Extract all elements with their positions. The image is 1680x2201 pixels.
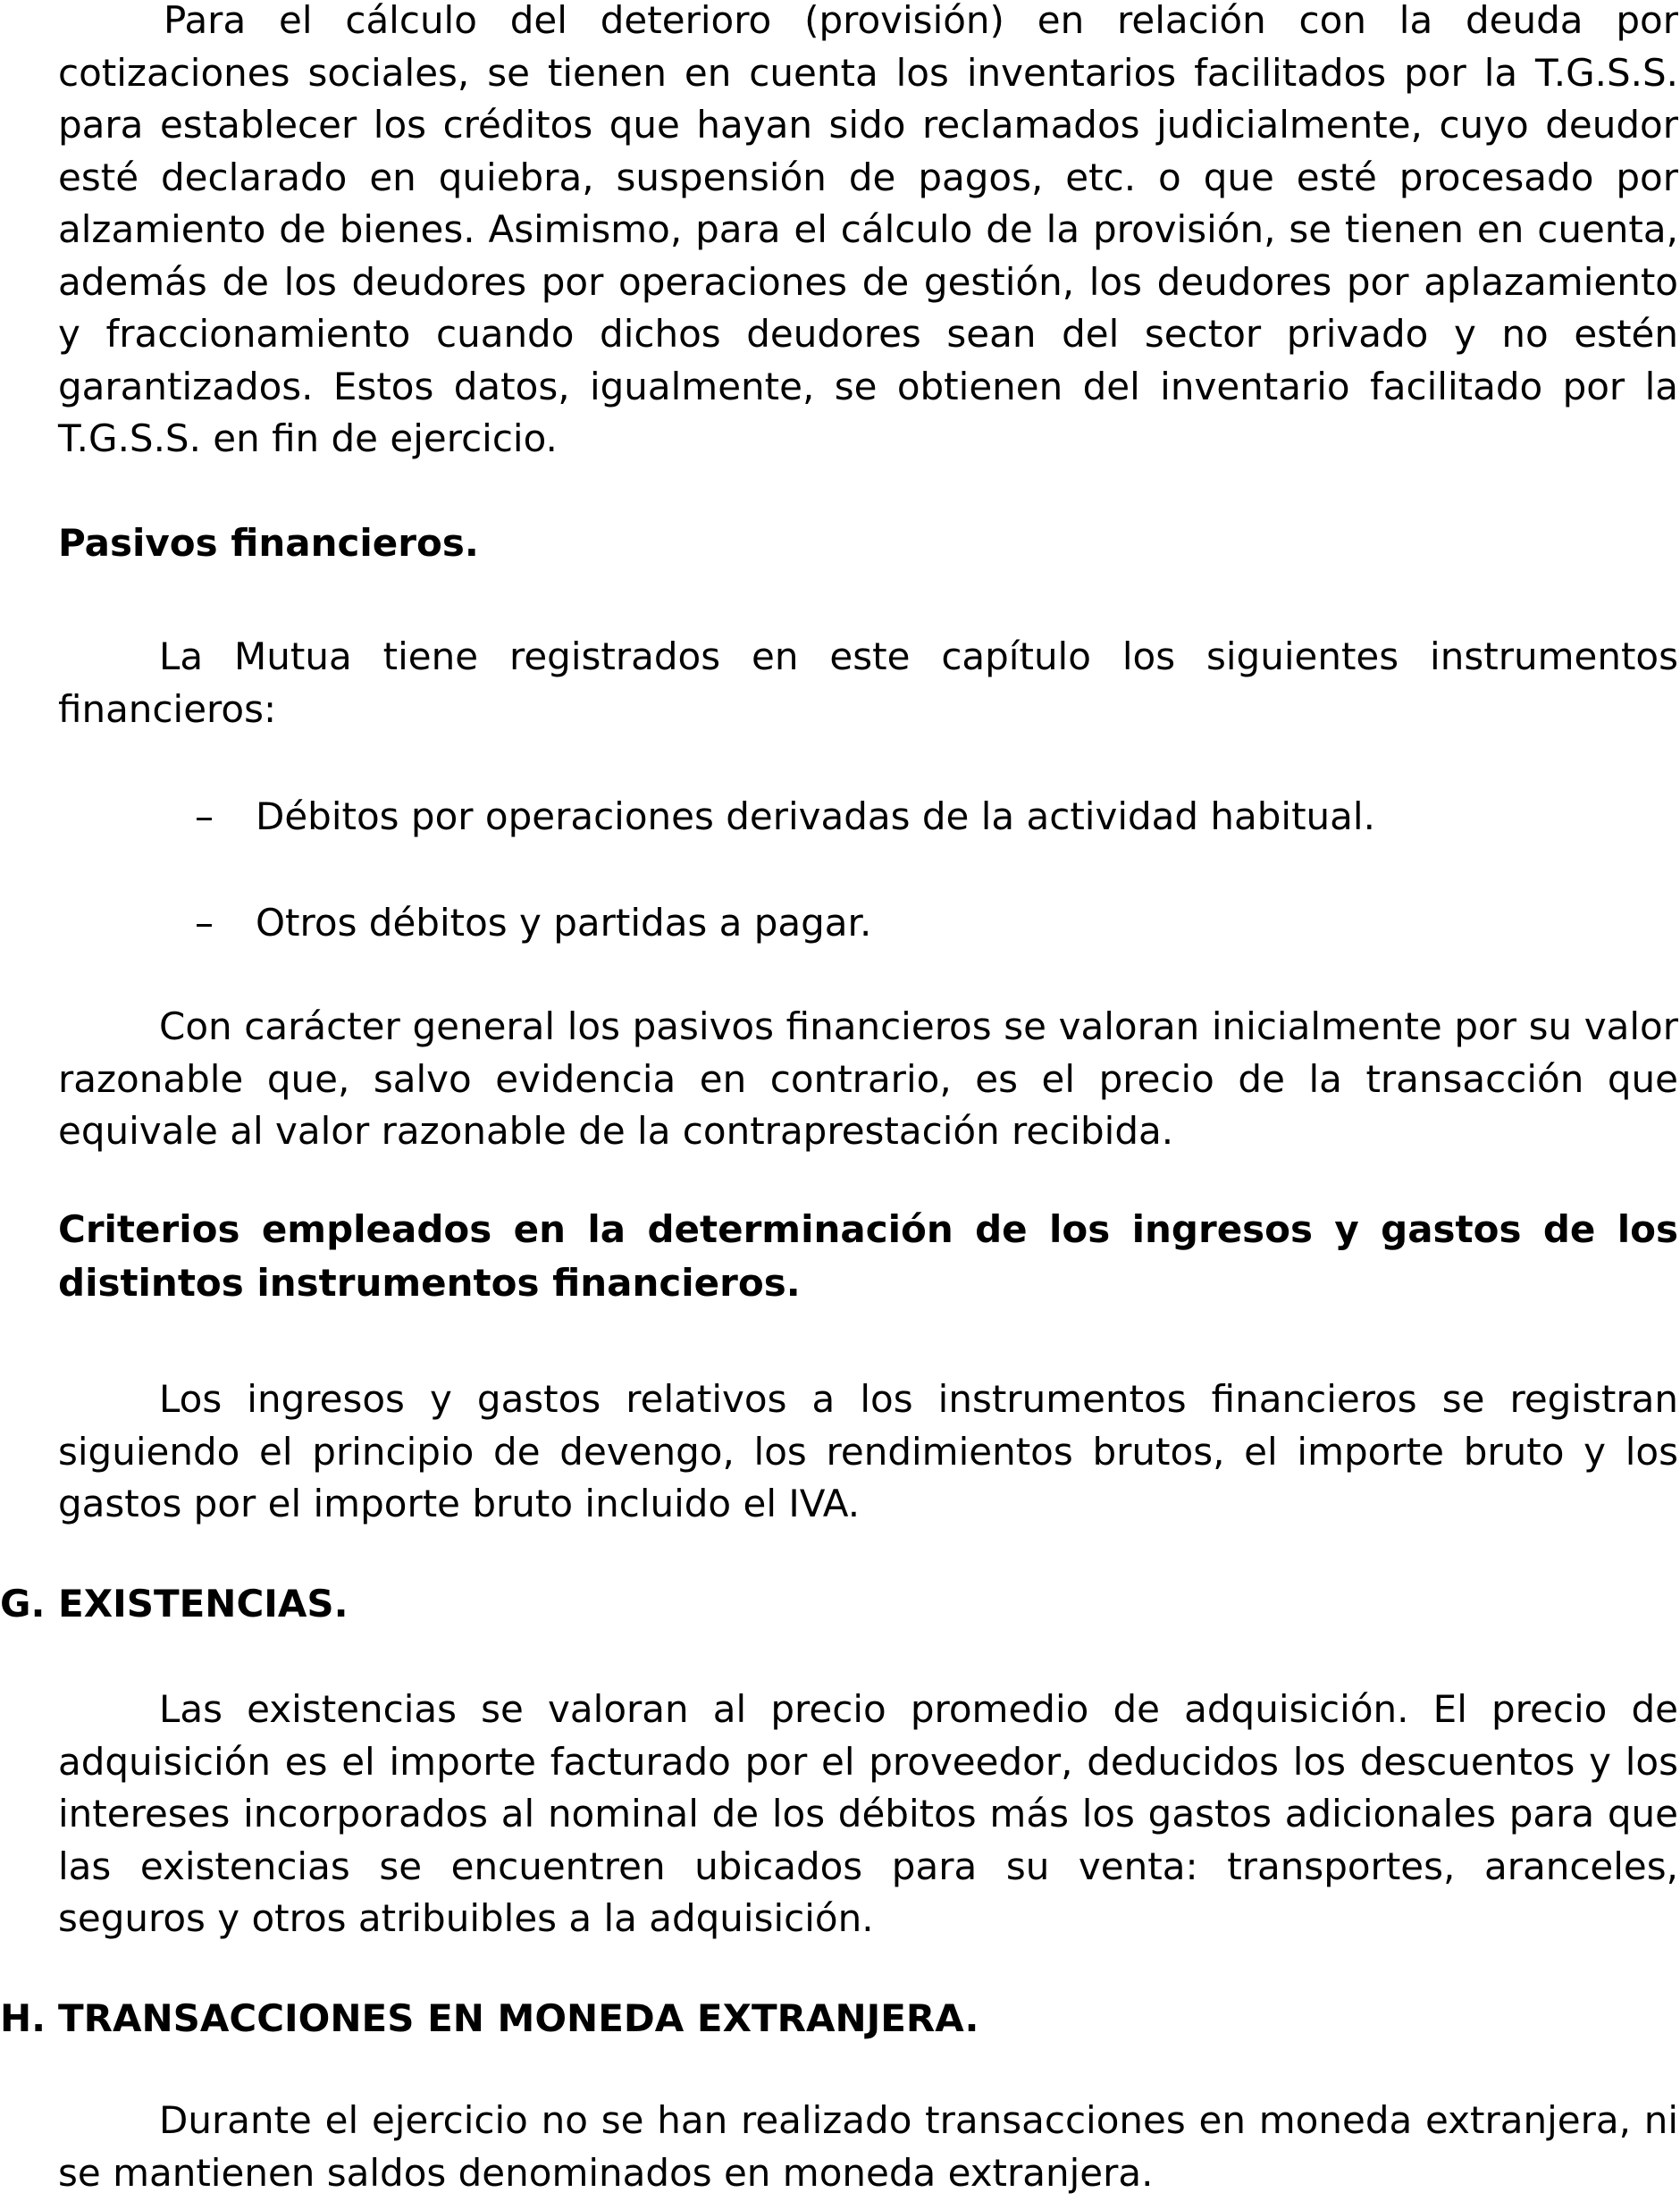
heading-criterios-ingresos-gastos: Criterios empleados en la determinación de los ingresos y gastos de los distintos instrumentos financieros. [58, 1207, 1678, 1305]
list-item-text: Débitos por operaciones derivadas de la actividad habitual. [256, 794, 1375, 838]
section-letter: H. [0, 1996, 46, 2040]
section-heading-moneda-extranjera [0, 1992, 979, 2046]
paragraph-moneda-extranjera: Durante el ejercicio no se han realizado transacciones en moneda extranjera, ni se mantienen saldos denominados en moneda extranjera. [58, 2098, 1678, 2195]
paragraph-ingresos-gastos: Los ingresos y gastos relativos a los instrumentos financieros se registran siguiendo el principio de devengo, los rendimientos brutos, el importe bruto y los gastos por el importe bruto incluido el IVA. [58, 1377, 1678, 1525]
list-item [195, 896, 871, 950]
paragraph-existencias: Las existencias se valoran al precio promedio de adquisición. El precio de adquisición es el importe facturado por el proveedor, deducidos los descuentos y los intereses incorporados al nominal de los débitos más los gastos adicionales para que las existencias se encuentren ubicados para su venta: transportes, aranceles, seguros y otros atribuibles a la adquisición. [58, 1687, 1678, 1940]
list-item [195, 790, 1375, 844]
section-letter: G. [0, 1582, 46, 1626]
paragraph-valoracion-pasivos: Con carácter general los pasivos financieros se valoran inicialmente por su valor razonable que, salvo evidencia en contrario, es el precio de la transacción que equivale al valor razonable de la contraprestación recibida. [58, 1004, 1678, 1153]
section-title: TRANSACCIONES EN MONEDA EXTRANJERA. [58, 1996, 979, 2040]
dash-marker: – [195, 901, 214, 945]
heading-pasivos-financieros: Pasivos financieros. [58, 521, 479, 565]
list-item-text: Otros débitos y partidas a pagar. [256, 901, 872, 945]
dash-marker: – [195, 794, 214, 838]
paragraph-deterioro: Para el cálculo del deterioro (provisión) en relación con la deuda por cotizaciones sociales, se tienen en cuenta los inventarios facilitados por la T.G.S.S. para establecer los créditos que hayan sido reclamados judicialmente, cuyo deudor esté declarado en quiebra, suspensión de pagos, etc. o que esté procesado por alzamiento de bienes. Asimismo, para el cálculo de la provisión, se tienen en cuenta, además de los deudores por operaciones de gestión, los deudores por aplazamiento y fraccionamiento cuando dichos deudores sean del sector privado y no estén garantizados. Estos datos, igualmente, se obtienen del inventario facilitado por la T.G.S.S. en fin de ejercicio. [58, 0, 1678, 460]
section-title: EXISTENCIAS. [58, 1582, 349, 1626]
paragraph-instrumentos: La Mutua tiene registrados en este capítulo los siguientes instrumentos financieros: [58, 634, 1678, 731]
section-heading-existencias [0, 1577, 349, 1631]
